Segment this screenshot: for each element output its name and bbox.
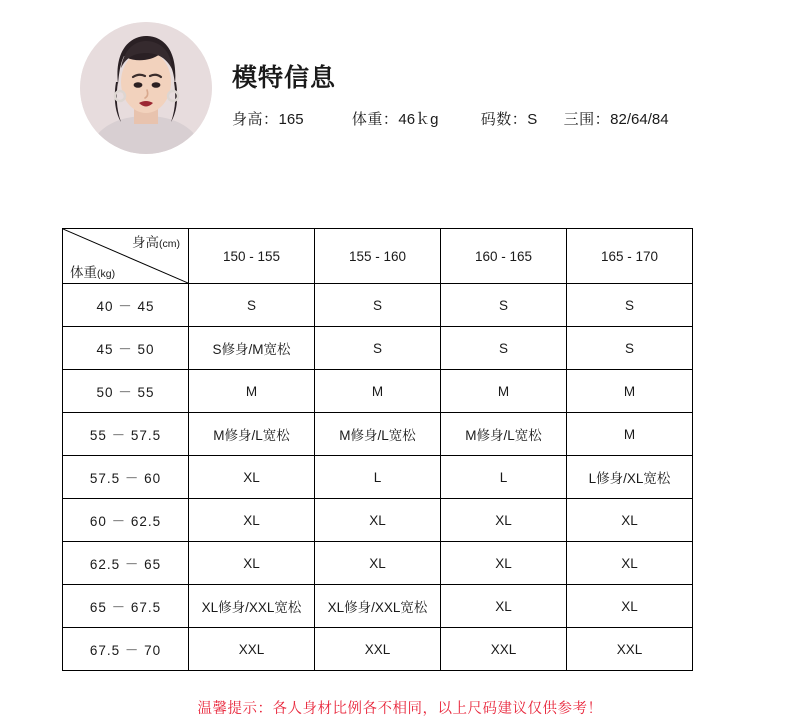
table-cell: XL (441, 542, 567, 585)
table-row (63, 284, 693, 327)
row-weight-label: 60 － 62.5 (63, 499, 189, 542)
table-row (63, 542, 693, 585)
column-header-155-160: 155 - 160 (315, 229, 441, 284)
spec-size-label: 码数： (480, 111, 528, 128)
table-cell: XXL (315, 628, 441, 671)
spec-measurements (564, 108, 669, 129)
table-cell: L (441, 456, 567, 499)
table-corner-header (63, 229, 189, 284)
spec-height-value: 165 (278, 111, 304, 128)
table-row (63, 413, 693, 456)
table-cell: S (441, 327, 567, 370)
table-cell: S (315, 327, 441, 370)
table-row (63, 456, 693, 499)
row-weight-label: 45 － 50 (63, 327, 189, 370)
table-row (63, 585, 693, 628)
table-cell: XL (189, 499, 315, 542)
spec-height-label: 身高： (232, 111, 279, 128)
row-weight-label: 57.5 － 60 (63, 456, 189, 499)
size-table (62, 228, 693, 671)
table-row (63, 327, 693, 370)
table-cell: S修身/M宽松 (189, 327, 315, 370)
row-weight-label: 40 － 45 (63, 284, 189, 327)
spec-size (481, 108, 538, 129)
table-row (63, 628, 693, 671)
table-cell: XL修身/XXL宽松 (189, 585, 315, 628)
row-weight-label: 50 － 55 (63, 370, 189, 413)
table-header-row (63, 229, 693, 284)
table-cell: S (441, 284, 567, 327)
model-portrait-icon (80, 22, 212, 154)
table-cell: L (315, 456, 441, 499)
column-header-165-170: 165 - 170 (567, 229, 693, 284)
table-cell: S (315, 284, 441, 327)
model-info-block (80, 22, 720, 162)
table-cell: XL (315, 542, 441, 585)
spec-height (232, 108, 304, 129)
corner-height-label: 身高(cm) (132, 235, 180, 250)
table-cell: XL (441, 585, 567, 628)
table-cell: XL (567, 499, 693, 542)
table-cell: L修身/XL宽松 (567, 456, 693, 499)
table-cell: S (567, 327, 693, 370)
table-cell: M修身/L宽松 (189, 413, 315, 456)
table-cell: M (567, 413, 693, 456)
table-cell: XL (441, 499, 567, 542)
table-cell: XL修身/XXL宽松 (315, 585, 441, 628)
row-weight-label: 55 － 57.5 (63, 413, 189, 456)
table-cell: XXL (441, 628, 567, 671)
table-cell: M (189, 370, 315, 413)
column-header-160-165: 160 - 165 (441, 229, 567, 284)
spec-measurements-value: 82/64/84 (610, 111, 669, 128)
spec-weight-label: 体重： (351, 111, 399, 128)
table-cell: M修身/L宽松 (441, 413, 567, 456)
table-cell: XL (567, 542, 693, 585)
footer-tip: 温馨提示：各人身材比例各不相同，以上尺码建议仅供参考！ (197, 701, 603, 717)
table-cell: M (567, 370, 693, 413)
corner-weight-label: 体重(kg) (70, 265, 116, 280)
row-weight-label: 62.5 － 65 (63, 542, 189, 585)
model-specs (232, 108, 712, 129)
table-cell: M修身/L宽松 (315, 413, 441, 456)
spec-size-value: S (527, 111, 538, 128)
spec-weight-value: 46ｋg (398, 111, 439, 128)
model-info-title: 模特信息 (232, 64, 337, 92)
table-cell: XL (315, 499, 441, 542)
table-cell: M (441, 370, 567, 413)
row-weight-label: 67.5 － 70 (63, 628, 189, 671)
row-weight-label: 65 － 67.5 (63, 585, 189, 628)
spec-measurements-label: 三围： (563, 111, 611, 128)
table-cell: XL (189, 456, 315, 499)
table-cell: XXL (189, 628, 315, 671)
table-row (63, 370, 693, 413)
table-cell: M (315, 370, 441, 413)
table-row (63, 499, 693, 542)
column-header-150-155: 150 - 155 (189, 229, 315, 284)
table-cell: XXL (567, 628, 693, 671)
table-cell: S (189, 284, 315, 327)
spec-weight (352, 108, 439, 129)
table-cell: XL (189, 542, 315, 585)
table-cell: S (567, 284, 693, 327)
table-cell: XL (567, 585, 693, 628)
